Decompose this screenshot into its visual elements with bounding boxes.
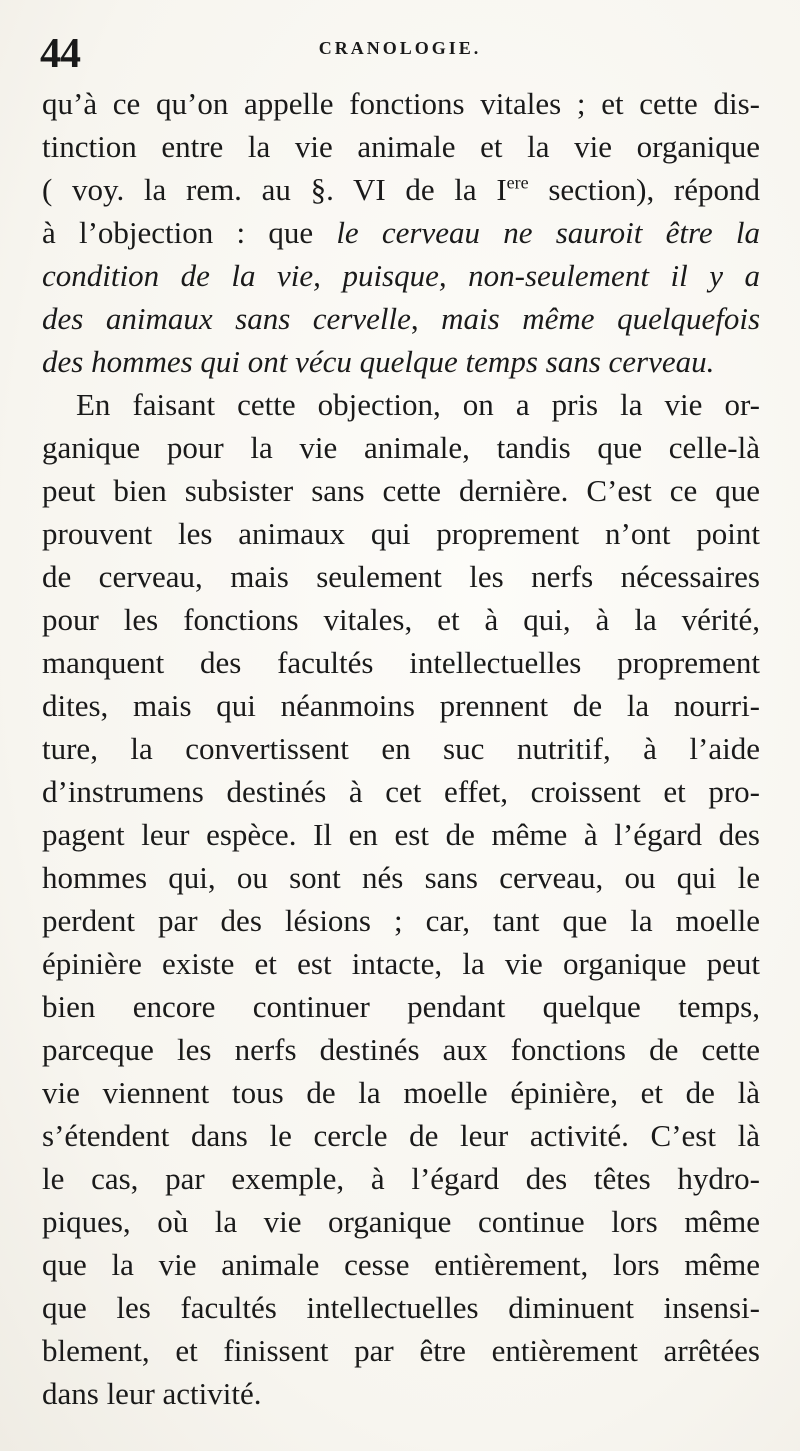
page-number: 44	[40, 31, 80, 77]
text-line	[42, 598, 760, 641]
text-segment: pour les fonctions vitales, et à qui, à la vérité,	[42, 602, 760, 637]
italic-text: mais même quelquefois	[441, 301, 761, 336]
text-segment: section), répond	[528, 172, 760, 207]
text-line	[42, 856, 760, 899]
text-line	[42, 1071, 760, 1114]
text-segment: ,	[410, 301, 442, 336]
text-line	[42, 211, 760, 254]
superscript: ere	[506, 172, 529, 193]
text-line	[42, 469, 760, 512]
text-segment: ganique pour la vie animale, tandis que celle-là	[42, 430, 760, 465]
text-line	[42, 254, 760, 297]
italic-text: des hommes qui ont vécu quelque temps sans cerveau.	[42, 344, 715, 379]
text-line	[42, 383, 760, 426]
text-line	[42, 1114, 760, 1157]
text-segment: d’instrumens destinés à cet effet, croissent et pro-	[42, 774, 760, 809]
text-line	[42, 125, 760, 168]
text-segment: vie viennent tous de la moelle épinière, et de là	[42, 1075, 760, 1110]
text-line	[42, 899, 760, 942]
italic-text: des animaux sans cervelle	[42, 301, 411, 336]
italic-text: condition de la vie, puisque, non-seulement il y a	[42, 258, 760, 293]
text-line	[42, 942, 760, 985]
text-line	[42, 985, 760, 1028]
text-segment: perdent par des lésions ; car, tant que la moelle	[42, 903, 760, 938]
text-segment: épinière existe et est intacte, la vie organique peut	[42, 946, 760, 981]
text-segment: à l’objection : que	[42, 215, 337, 250]
text-line	[42, 168, 760, 211]
text-line	[42, 770, 760, 813]
text-line	[42, 1329, 760, 1372]
text-segment: manquent des facultés intellectuelles proprement	[42, 645, 760, 680]
text-line	[42, 1028, 760, 1071]
text-segment: que la vie animale cesse entièrement, lors même	[42, 1247, 760, 1282]
text-segment: prouvent les animaux qui proprement n’ont point	[42, 516, 760, 551]
text-segment: peut bien subsister sans cette dernière. C’est ce que	[42, 473, 760, 508]
text-segment: ture, la convertissent en suc nutritif, à l’aide	[42, 731, 760, 766]
text-line	[42, 1200, 760, 1243]
text-line	[42, 641, 760, 684]
text-segment: blement, et finissent par être entièrement arrêtées	[42, 1333, 760, 1368]
text-line	[42, 1157, 760, 1200]
text-line	[42, 426, 760, 469]
text-line	[42, 1372, 760, 1415]
text-line	[42, 1243, 760, 1286]
text-segment: parceque les nerfs destinés aux fonctions de cette	[42, 1032, 760, 1067]
text-segment: qu’à ce qu’on appelle fonctions vitales ; et cette dis-	[42, 86, 760, 121]
text-segment: pagent leur espèce. Il en est de même à l’égard des	[42, 817, 760, 852]
text-segment: s’étendent dans le cercle de leur activité. C’est là	[42, 1118, 760, 1153]
text-segment: hommes qui, ou sont nés sans cerveau, ou qui le	[42, 860, 760, 895]
text-segment: En faisant cette objection, on a pris la vie or-	[76, 387, 760, 422]
text-line	[42, 555, 760, 598]
text-line	[42, 512, 760, 555]
text-segment: ( voy. la rem. au §. VI de la I	[42, 172, 507, 207]
text-line	[42, 297, 760, 340]
text-line	[42, 1286, 760, 1329]
text-line	[42, 813, 760, 856]
text-segment: le cas, par exemple, à l’égard des têtes hydro-	[42, 1161, 760, 1196]
page-header	[40, 30, 760, 78]
body-text	[42, 82, 760, 1415]
text-line	[42, 82, 760, 125]
text-line	[42, 727, 760, 770]
text-segment: bien encore continuer pendant quelque temps,	[42, 989, 760, 1024]
text-segment: dans leur activité.	[42, 1376, 262, 1411]
italic-text: le cerveau ne sauroit être la	[336, 215, 760, 250]
text-line	[42, 340, 760, 383]
text-segment: de cerveau, mais seulement les nerfs nécessaires	[42, 559, 760, 594]
running-head: CRANOLOGIE.	[318, 38, 482, 58]
text-line	[42, 684, 760, 727]
text-segment: que les facultés intellectuelles diminuent insensi-	[42, 1290, 760, 1325]
text-segment: dites, mais qui néanmoins prennent de la nourri-	[42, 688, 760, 723]
text-segment: tinction entre la vie animale et la vie organique	[42, 129, 760, 164]
text-segment: piques, où la vie organique continue lors même	[42, 1204, 760, 1239]
